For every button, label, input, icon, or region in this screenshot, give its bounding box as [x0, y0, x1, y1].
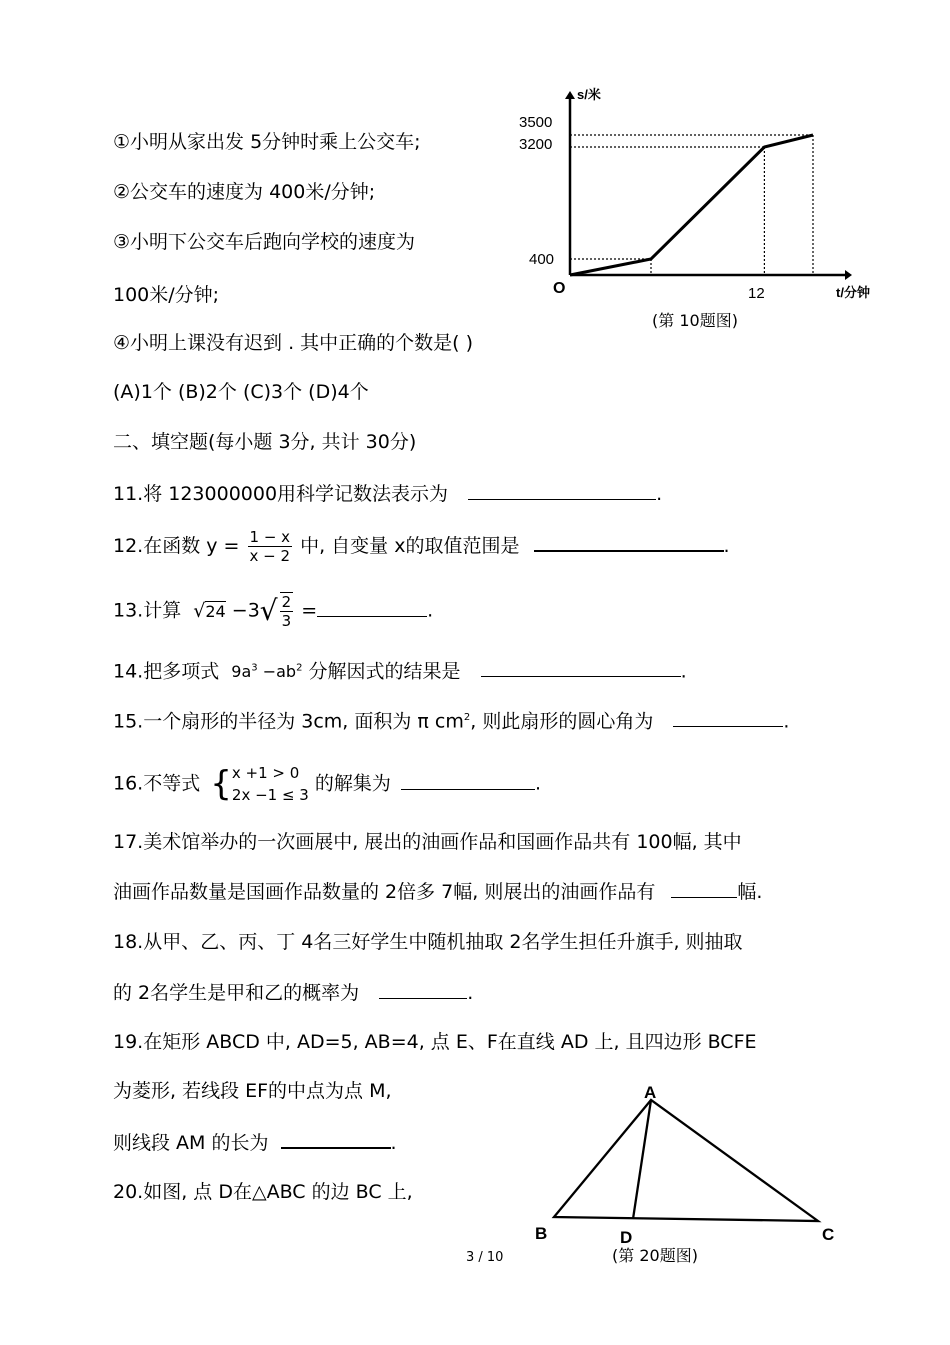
y-tick-400: 400: [529, 251, 555, 268]
y-axis-arrow: [565, 91, 575, 99]
label-a: A: [644, 1083, 657, 1102]
guide-lines: [570, 135, 813, 275]
label-d: D: [620, 1228, 633, 1247]
q16-answer-blank[interactable]: [401, 771, 535, 790]
q19-line-2: 为菱形, 若线段 EF的中点为点 M,: [113, 1080, 392, 1102]
q11-text: 11.将 123000000用科学记数法表示为: [113, 483, 449, 505]
q18-answer-blank[interactable]: [379, 980, 467, 999]
fig20-caption: (第 20题图): [612, 1246, 698, 1265]
q13-answer-blank[interactable]: [317, 598, 427, 617]
q10-item-2: ②公交车的速度为 400米/分钟;: [113, 181, 376, 203]
fig10-chart: [505, 85, 895, 300]
fig10-caption: (第 10题图): [652, 311, 738, 330]
label-c: C: [822, 1225, 835, 1244]
q18-line-1: 18.从甲、乙、丙、丁 4名三好学生中随机抽取 2名学生担任升旗手, 则抽取: [113, 931, 743, 953]
q19-line-1: 19.在矩形 ABCD 中, AD=5, AB=4, 点 E、F在直线 AD 上, 且四边形 BCFE: [113, 1031, 757, 1053]
q17-line-2: 油画作品数量是国画作品数量的 2倍多 7幅, 则展出的油画作品有 幅.: [113, 881, 763, 903]
y-axis-label: s/米: [577, 87, 601, 102]
q17-answer-blank[interactable]: [671, 879, 737, 898]
q13-radical: √: [259, 594, 278, 627]
fig20-triangle: [520, 1075, 850, 1250]
q10-item-3: ③小明下公交车后跑向学校的速度为: [113, 231, 416, 253]
section-2-title: 二、填空题(每小题 3分, 共计 30分): [113, 431, 417, 453]
q17-line-1: 17.美术馆举办的一次画展中, 展出的油画作品和国画作品共有 100幅, 其中: [113, 831, 742, 853]
label-b: B: [535, 1224, 548, 1243]
q10-item-3-cont: 100米/分钟;: [113, 284, 220, 306]
q13-sqrt-24: √24: [193, 599, 226, 622]
q18-line-2: 的 2名学生是甲和乙的概率为 .: [113, 982, 474, 1004]
q10-item-4: ④小明上课没有迟到 . 其中正确的个数是( ): [113, 332, 474, 354]
q15-answer-blank[interactable]: [673, 708, 783, 727]
q16: 16.不等式 { x +1 > 0 2x −1 ≤ 3 的解集为 .: [113, 764, 542, 804]
x-axis-arrow: [845, 270, 852, 280]
q14-expression: $9a^3 -ab^2$: [231, 662, 303, 682]
y-tick-3200: 3200: [519, 136, 553, 153]
q13-fraction: $\frac{2}{3}$: [281, 593, 292, 630]
q16-brace: {: [210, 764, 232, 804]
q10-options: (A)1个 (B)2个 (C)3个 (D)4个: [113, 381, 369, 403]
y-tick-3500: 3500: [519, 114, 553, 131]
x-tick-12: 12: [748, 285, 765, 300]
q12-fraction: $\frac{1 - x}{x - 2}$: [249, 528, 291, 565]
q13: 13.计算 √24 −3√ $\frac{2}{3}$ = .: [113, 593, 434, 630]
q10-item-1: ①小明从家出发 5分钟时乘上公交车;: [113, 131, 421, 153]
triangle-abc: [554, 1100, 818, 1221]
origin-label: O: [553, 280, 566, 297]
series-line: [570, 135, 813, 275]
q12: 12.在函数 y = $\frac{1 - x}{x - 2}$ 中, 自变量 x的取值范围是 .: [113, 528, 730, 565]
q19-answer-blank[interactable]: [281, 1129, 391, 1149]
x-axis-label: t/分钟: [836, 285, 870, 300]
q14: 14.把多项式 $9a^3 -ab^2$ 分解因式的结果是 .: [113, 660, 687, 683]
q11: 11.将 123000000用科学记数法表示为 .: [113, 483, 663, 505]
q11-answer-blank[interactable]: [468, 481, 656, 500]
q16-system: x +1 > 0 2x −1 ≤ 3: [231, 764, 309, 804]
q12-answer-blank[interactable]: [534, 532, 724, 552]
page-number: 3 / 10: [466, 1250, 504, 1265]
q15: 15.一个扇形的半径为 3cm, 面积为 π $cm^2$, 则此扇形的圆心角为 .: [113, 710, 790, 733]
q20-line-1: 20.如图, 点 D在△ABC 的边 BC 上,: [113, 1181, 413, 1203]
q14-answer-blank[interactable]: [481, 658, 681, 677]
q19-line-3: 则线段 AM 的长为 .: [113, 1129, 397, 1155]
